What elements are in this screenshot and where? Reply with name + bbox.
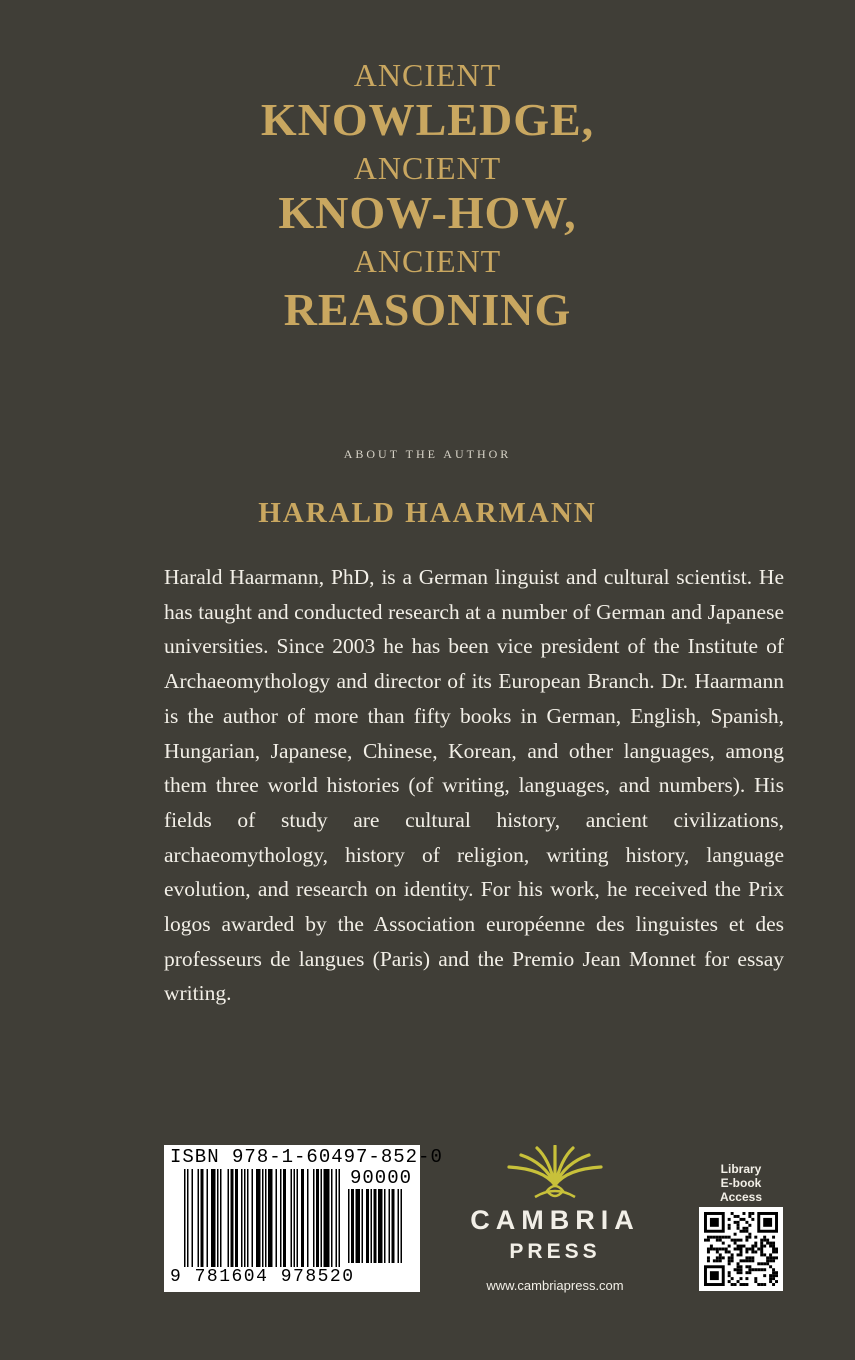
qr-code-icon [699, 1207, 783, 1291]
title-line-know-how: KNOW-HOW, [278, 187, 577, 238]
ean-barcode-bars [184, 1169, 344, 1267]
publisher-name: CAMBRIA [470, 1205, 640, 1235]
book-title [0, 58, 855, 337]
isbn-label: ISBN 978-1-60497-852-0 [170, 1146, 443, 1168]
fan-leaf-logo-icon [495, 1145, 615, 1203]
library-line-2: E-book [720, 1176, 762, 1190]
isbn-barcode [164, 1145, 443, 1292]
addon-barcode-bars [348, 1189, 412, 1263]
library-line-3: Access [719, 1190, 763, 1204]
ean-digits: 9 781604 978520 [170, 1267, 355, 1287]
title-line-knowledge: KNOWLEDGE, [260, 94, 595, 145]
author-name: HARALD HAARMANN [258, 497, 597, 529]
author-bio: Harald Haarmann, PhD, is a German linguist and cultural scientist. He has taught and conducted research at a number of German and Japanese universities. Since 2003 he has been vice president of the Institute of Archaeomythology and director of its European Branch. Dr. Haarmann is the author of more than fifty books in German, English, Spanish, Hungarian, Japanese, Chinese, Korean, and other languages, among them three world histories (of writing, languages, and numbers). His fields of study are cultural history, ancient civilizations, archaeomythology, history of religion, writing history, language evolution, and research on identity. For his work, he received the Prix logos awarded by the Association européenne des linguistes et des professeurs de langues (Paris) and the Premio Jean Monnet for essay writing. [164, 565, 784, 1006]
price-code: 90000 [349, 1167, 412, 1189]
title-line-ancient-3: ANCIENT [353, 243, 502, 279]
library-line-1: Library [720, 1162, 762, 1176]
title-line-ancient-2: ANCIENT [353, 150, 502, 186]
library-ebook-label [705, 1162, 777, 1204]
publisher-url: www.cambriapress.com [486, 1278, 624, 1293]
title-line-ancient-1: ANCIENT [353, 57, 502, 93]
about-the-author-label: ABOUT THE AUTHOR [343, 447, 512, 461]
publisher-sub: PRESS [509, 1240, 601, 1263]
qr-code-pattern [704, 1212, 778, 1286]
title-line-reasoning: REASONING [283, 284, 572, 335]
